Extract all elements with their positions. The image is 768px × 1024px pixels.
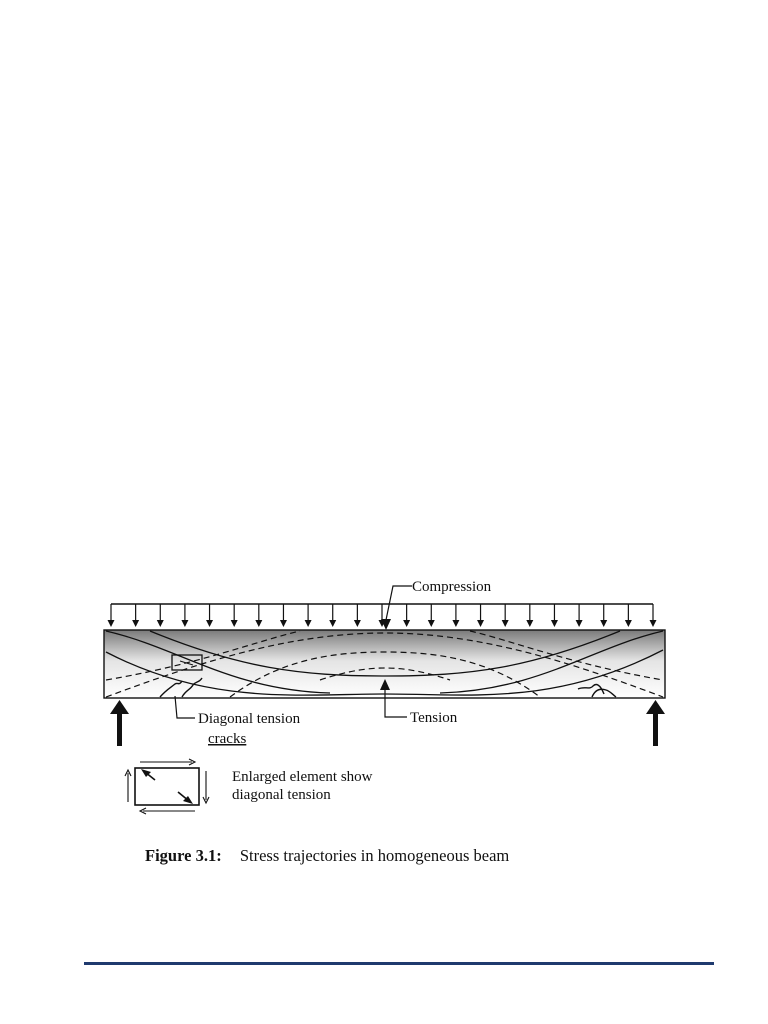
- compression-leader: [386, 586, 412, 620]
- load-arrow-head: [354, 620, 361, 627]
- figure-title: Stress trajectories in homogeneous beam: [239, 846, 510, 865]
- load-arrow-head: [526, 620, 533, 627]
- load-arrow-head: [428, 620, 435, 627]
- load-arrow-head: [280, 620, 287, 627]
- load-arrow-head: [108, 620, 115, 627]
- figure-caption: [145, 846, 509, 866]
- element-label-line1: Enlarged element show: [232, 769, 373, 785]
- load-arrow-head: [477, 620, 484, 627]
- footer-divider: [84, 962, 714, 965]
- tension-label: Tension: [410, 710, 458, 726]
- right-reaction-arrow: [646, 700, 665, 746]
- load-arrow-head: [157, 620, 164, 627]
- cracks-label-line1: Diagonal tension: [198, 711, 301, 727]
- load-arrow-head: [206, 620, 213, 627]
- load-arrow-head: [403, 620, 410, 627]
- figure-number: Figure 3.1:: [145, 846, 222, 865]
- cracks-label-line2: cracks: [208, 731, 247, 747]
- element-label-line2: diagonal tension: [232, 787, 331, 803]
- left-reaction-arrow: [110, 700, 129, 746]
- distributed-load: [108, 604, 657, 627]
- load-arrow-head: [305, 620, 312, 627]
- load-arrow-head: [650, 620, 657, 627]
- cracks-leader: [175, 696, 195, 718]
- support-reactions: [110, 700, 665, 746]
- load-arrow-head: [625, 620, 632, 627]
- compression-label: Compression: [412, 579, 492, 595]
- load-arrow-head: [132, 620, 139, 627]
- load-arrow-head: [181, 620, 188, 627]
- load-arrow-head: [576, 620, 583, 627]
- load-arrow-head: [329, 620, 336, 627]
- load-arrow-head: [600, 620, 607, 627]
- cracks-callout: [175, 696, 301, 747]
- load-arrow-head: [502, 620, 509, 627]
- load-arrow-head: [452, 620, 459, 627]
- load-arrow-head: [551, 620, 558, 627]
- enlarged-element: [125, 759, 373, 814]
- load-arrow-head: [255, 620, 262, 627]
- load-arrows: [108, 604, 657, 627]
- load-arrow-head: [231, 620, 238, 627]
